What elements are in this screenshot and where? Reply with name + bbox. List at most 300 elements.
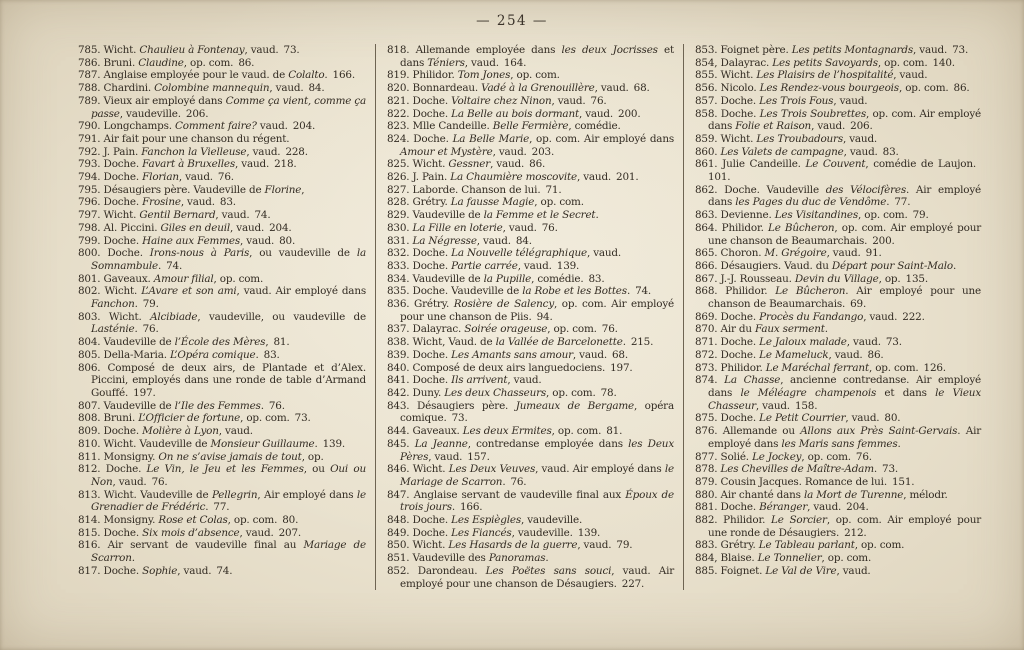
work-title: Les petits Savoyards [772,56,878,69]
entry-text: . Air employé dans [708,425,982,450]
work-title: Les Troubadours [756,132,843,145]
entry-text: , [301,183,305,196]
work-title: les Maris sans femmes [781,437,898,450]
work-title: La Belle Marie [452,132,530,145]
work-title: Soirée orageuse [464,323,548,336]
work-title: La fausse Magie [450,196,535,209]
entry-text: 854, Dalayrac. [695,56,773,69]
work-title: Gessner [448,158,491,171]
catalog-entry [695,336,981,349]
catalog-entry [387,489,674,514]
catalog-entry [387,285,674,298]
entry-text: , op. com. Air employé pour une chanson de Piis. 94. [400,298,674,323]
work-title: Lasténie [91,323,135,336]
work-title: Le Mameluck [759,348,829,361]
entry-text: , vaud. 204. [807,501,869,514]
entry-text: , vaud. [842,132,878,145]
work-title: Les Trois Fous [759,94,834,107]
catalog-entry [695,133,981,146]
entry-text: . 166. [451,501,483,514]
catalog-entry [695,514,981,539]
catalog-entry [387,514,674,527]
work-title: Gentil Bernard [139,209,216,222]
entry-text: 838. Wicht, Vaud. de [387,336,496,349]
entry-text: , op. com. 76. [801,450,872,463]
work-title: Tom Jones [457,69,511,82]
work-title: Téniers [427,56,465,69]
entry-text: , vaud. 76. [551,94,607,107]
entry-text: , vaud. Air employé dans [236,285,366,298]
entry-text: . 74. [157,259,183,272]
entry-text: , vaud. 157. [428,450,490,463]
catalog-entry [78,336,366,349]
catalog-entry [78,235,366,248]
catalog-entry [387,69,674,82]
catalog-entry [695,565,981,578]
work-title: Alcibiade [150,310,198,323]
entry-text: . 215. [622,336,654,349]
entry-text: , ancienne contredanse. Air employé dans [708,374,981,399]
catalog-entry [695,425,981,450]
entry-text: 861. Julie Candeille. [695,158,806,171]
entry-text: , op. com. 86. [898,82,970,95]
catalog-entry [387,260,674,273]
entry-text: 816. Air servant de vaudeville final au [78,539,304,552]
catalog-entry [78,285,366,310]
catalog-entry [695,158,981,183]
entry-text: , vaud. 86. [828,348,884,361]
catalog-entry [387,552,674,565]
entry-text: 882. Philidor. [695,514,772,527]
entry-text: , vaud. 84. [476,234,532,247]
entry-text: . 79. [134,298,159,311]
entry-text: , vaud. 73. [244,44,300,56]
work-title: La Nouvelle télégraphique [451,247,587,260]
entry-text: 810. Wicht. Vaudeville de [78,437,211,450]
catalog-entry [78,209,366,222]
work-title: On ne s’avise jamais de tout [158,450,302,463]
entry-text: , vaud. 207. [239,526,302,539]
entry-text: , vaud. 203. [492,145,555,158]
catalog-entry [78,247,366,272]
work-title: Le Vin, le Jeu et les Femmes [146,463,304,476]
entry-text: 864. Philidor. [695,221,768,234]
work-title: Faux serment [755,323,825,336]
entry-text: , vaud. 228. [246,145,308,158]
entry-text: 812. Doche. [78,463,147,476]
catalog-entry [78,311,366,336]
work-title: Folie et Raison [735,120,812,133]
work-title: La Chaumière moscovite [450,171,577,184]
work-title: Procès du Fandango [759,310,864,323]
catalog-entry [78,120,366,133]
catalog-entry [387,95,674,108]
work-title: Devin du Village [794,272,879,285]
entry-text: . [545,552,549,565]
work-title: Molière à Lyon [142,425,219,438]
entry-text: , vaud. Air employé pour une chanson de Désaugiers. 227. [400,564,674,590]
entry-text: 792. J. Pain. [78,145,142,158]
catalog-entry [695,273,981,286]
entry-text: . 76. [134,323,159,336]
entry-text: 803. Wicht. [78,310,151,323]
entry-text: , vaud. 76. [178,171,234,184]
work-title: Allons aux Près Saint-Gervais [800,425,958,438]
catalog-entry [387,336,674,349]
entry-text: 868. Philidor. [695,285,776,298]
entry-text: 874. [695,374,725,387]
entry-text: 839. Doche. [387,348,452,361]
work-title: Six mois d’absence [142,526,240,539]
entry-text: , vaud. 204. [230,221,292,234]
catalog-entry [78,400,366,413]
entry-text: , vaud. 73. [913,44,969,56]
entry-text: 790. Longchamps. [78,120,176,133]
entry-text: , op. [301,450,324,463]
catalog-entry [387,108,674,121]
entry-text: , vaud. 74. [215,209,271,222]
work-title: la Femme et le Secret [483,209,596,222]
entry-text: 870. Air du [695,323,756,336]
entry-text: , vaud. 164. [464,56,527,69]
entry-text: . 166. [324,69,355,82]
catalog-entry [695,501,981,514]
catalog-entry [695,108,981,133]
catalog-entry [78,489,366,514]
work-title: la Somnambule [91,247,366,272]
work-title: Le Tonnelier [757,552,822,565]
catalog-entry [387,82,674,95]
entry-text: 847. Anglaise servant de vaudeville final aux [387,488,626,501]
work-title: la Vallée de Barcelonette [495,336,623,349]
entry-text: 785. Wicht. [78,44,140,56]
work-title: des Vélocifères [825,183,906,196]
entry-text: . 77. [205,501,230,514]
work-title: Le Petit Courrier [759,412,846,425]
entry-text: , vaud. 80. [240,234,296,247]
entry-text: , ou [303,463,331,476]
work-title: Les Hasards de la guerre [448,539,578,552]
entry-text: 852. Darondeau. [387,564,486,577]
catalog-columns [78,44,990,590]
entry-text: , contredanse employée dans [467,437,629,450]
work-title: Béranger [759,501,808,514]
work-title: le Mariage de Scarron [400,463,674,488]
catalog-entry [695,476,981,489]
entry-text: , op. com. 73. [240,412,311,425]
work-title: Les Trois Soubrettes [759,107,866,120]
entry-text: 795. Désaugiers père. Vaudeville de [78,183,265,196]
entry-text: . [824,323,828,336]
catalog-entry [387,387,674,400]
entry-text: 835. Doche. Vaudeville de [387,285,523,298]
catalog-entry [695,489,981,502]
entry-text: , vaud. 206. [811,120,873,133]
catalog-entry [78,222,366,235]
entry-text: , op. com. [821,552,872,565]
work-title: Le Bûcheron [775,285,846,298]
work-title: La Belle au bois dormant [451,107,579,120]
work-title: Haine aux Femmes [142,234,241,247]
entry-text: 800. Doche. [78,247,150,260]
catalog-entry [387,298,674,323]
catalog-entry [695,349,981,362]
catalog-entry [387,374,674,387]
entry-text: , vaud. 222. [863,310,925,323]
work-title: Les Poëtes sans souci [485,564,612,577]
work-title: Les deux Ermites [462,425,552,438]
entry-text: 821. Doche. [387,94,452,107]
entry-text: , vaud. 201. [576,171,639,184]
work-title: Frosine [142,196,181,209]
entry-text: 878. [695,463,721,476]
catalog-entry [78,95,366,120]
entry-text: 819. Philidor. [387,69,458,82]
catalog-entry [387,120,674,133]
catalog-entry [78,412,366,425]
catalog-entry [78,425,366,438]
column-2 [375,44,683,590]
work-title: l’École des Mères [174,336,266,349]
entry-text: 805. Della-Maria. [78,348,170,361]
entry-text: . 76. [260,399,285,412]
catalog-entry [78,438,366,451]
entry-text: 877. Solié. [695,450,753,463]
catalog-entry [387,171,674,184]
entry-text: , vaud. 200. [578,107,641,120]
entry-text: 793. Doche. [78,158,143,171]
catalog-entry [78,146,366,159]
entry-text: 843. Désaugiers père. [387,399,516,412]
work-title: Giles en deuil [160,221,231,234]
entry-text: 856. Nicolo. [695,82,760,95]
entry-text: , op. com. [510,69,560,82]
entry-text: 851. Vaudeville des [387,552,489,565]
entry-text: . [131,552,135,565]
entry-text: 824. Doche. [387,132,453,145]
entry-text: 841. Doche. [387,374,452,387]
work-title: Le Sorcier [771,514,827,527]
entry-text: 786. Bruni. [78,56,139,69]
entry-text: 828. Grétry. [387,196,451,209]
entry-text: , vaud. [507,374,542,387]
catalog-entry [387,133,674,158]
entry-text: , op. com. Air employé pour une chanson de Beaumarchais. 200. [708,221,982,247]
entry-text: , vaud. 83. [180,196,236,209]
entry-text: 804. Vaudeville de [78,336,175,349]
entry-text: , vaud. 86. [490,158,546,171]
entry-text: , comédie. 83. [531,272,605,285]
catalog-entry [78,184,366,197]
catalog-entry [78,44,366,57]
catalog-entry [78,196,366,209]
work-title: l’Ile des Femmes [174,399,261,412]
entry-text: , op. com. 140. [877,56,955,69]
catalog-entry [387,196,674,209]
catalog-entry [387,362,674,375]
catalog-entry [695,412,981,425]
entry-text: 813. Wicht. Vaudeville de [78,488,212,501]
catalog-entry [78,158,366,171]
work-title: la Pupille [483,272,532,285]
work-title: Le Maréchal ferrant [765,361,869,374]
catalog-entry [695,95,981,108]
entry-text: , vaud. 80. [845,412,901,425]
entry-text: 860. [695,145,721,158]
entry-text: vaud. 204. [256,120,316,133]
work-title: La Fille en loterie [412,221,503,234]
column-1 [78,44,375,590]
entry-text: 875. Doche. [695,412,760,425]
work-title: Le Couvent [805,158,866,171]
work-title: Voltaire chez Ninon [451,94,552,107]
catalog-entry [695,552,981,565]
catalog-entry [695,374,981,412]
work-title: Comme ça vient, comme ça passe [91,94,366,120]
catalog-entry [695,247,981,260]
entry-text: . 76. [502,475,527,488]
entry-text: , 81. [265,336,290,349]
entry-text: 832. Doche. [387,247,452,260]
work-title: Le Jaloux malade [759,336,847,349]
work-title: Amour et Mystère [400,145,493,158]
entry-text: , comédie de Laujon. 101. [708,158,981,184]
entry-text: , op. com. [854,539,905,552]
catalog-entry [78,463,366,488]
entry-text: , vaudeville. 206. [119,107,209,120]
entry-text: 815. Doche. [78,526,143,539]
work-title: L’Avare et son ami [141,285,237,298]
work-title: Chaulieu à Fontenay [139,44,245,56]
catalog-entry [695,323,981,336]
catalog-entry [695,463,981,476]
catalog-entry [695,69,981,82]
work-title: Les Deux Veuves [448,463,536,476]
work-title: L’Officier de fortune [138,412,241,425]
entry-text: , Air employé dans [257,488,357,501]
entry-text: , op. com. [213,272,264,285]
work-title: La Jeanne [414,437,468,450]
entry-text: 845. [387,437,415,450]
page-number: — 254 — [476,13,548,29]
catalog-entry [695,146,981,159]
entry-text: , op. com. 79. [858,209,929,222]
entry-text: 853. Foignet père. [695,44,792,56]
entry-text: 862. Doche. Vaudeville [695,183,826,196]
entry-text: , ou vaudeville de [249,247,357,260]
entry-text: , op. com. 81. [551,425,623,438]
entry-text: 863. Devienne. [695,209,775,222]
catalog-entry [695,362,981,375]
catalog-entry [78,514,366,527]
catalog-entry [387,222,674,235]
entry-text: 855. Wicht. [695,69,757,82]
catalog-entry [695,184,981,209]
entry-text: 831. [387,234,413,247]
column-3 [683,44,990,590]
work-title: la Mort de Turenne [803,488,904,501]
entry-text: 827. Laborde. Chanson de lui. 71. [387,183,562,196]
entry-text: , vaud. 74. [177,564,233,577]
catalog-entry [695,82,981,95]
work-title: Les petits Montagnards [791,44,914,56]
entry-text: , vaudeville. [520,514,583,527]
entry-text: 840. Composé de deux airs languedociens. 197. [387,361,633,374]
entry-text: 859. Wicht. [695,132,757,145]
entry-text: , op. com. 126. [868,361,946,374]
entry-text: , comédie. [568,120,621,133]
entry-text: 823. Mlle Candeille. [387,120,493,133]
entry-text: 807. Vaudeville de [78,399,175,412]
work-title: Irons-nous à Paris [149,247,250,260]
entry-text: 808. Bruni. [78,412,139,425]
entry-text: 844. Gaveaux. [387,425,463,438]
entry-text: 830. [387,221,413,234]
entry-text: , op. com. Air employé dans [708,107,981,133]
catalog-entry [387,527,674,540]
work-title: La Négresse [412,234,477,247]
entry-text: 865. Choron. [695,247,765,260]
work-title: Le Tableau parlant [758,539,855,552]
entry-text: , vaudeville, ou vaudeville de [197,310,366,323]
entry-text: , vaud. 218. [235,158,297,171]
work-title: Départ pour Saint-Malo [831,259,953,272]
catalog-entry [387,438,674,463]
catalog-entry [387,44,674,69]
work-title: Partie carrée [451,259,518,272]
entry-text: 818. Allemande employée dans [387,44,562,56]
entry-text: . 139. [314,437,346,450]
work-title: La Chasse [724,374,781,387]
catalog-entry [78,527,366,540]
entry-text: 794. Doche. [78,171,143,184]
entry-text: 866. Désaugiers. Vaud. du [695,259,832,272]
work-title: Rosière de Salency [453,298,555,311]
work-title: Les deux Chasseurs [444,386,547,399]
entry-text: , op. com. 80. [227,514,299,527]
catalog-entry [387,247,674,260]
entry-text: , op. com. Air employé dans [529,132,674,145]
entry-text: 873. Philidor. [695,361,766,374]
entry-text: 869. Doche. [695,310,760,323]
entry-text: 876. Allemande ou [695,425,801,438]
work-title: Vadé à la Grenouillère [481,82,595,95]
entry-text: . 74. [626,285,652,298]
entry-text: 885. Foignet. [695,564,766,577]
catalog-entry [695,539,981,552]
work-title: le Vieux Chasseur [708,386,981,412]
catalog-entry [78,133,366,146]
entry-text: . [897,437,901,450]
entry-text: , vaud. 84. [269,82,325,95]
catalog-entry [387,539,674,552]
entry-text: 806. Composé de deux airs, de Plantade et d’Alex. Piccini, employés dans une ronde de table d’Armand Gouffé. 197. [78,361,366,399]
catalog-entry [387,565,674,590]
entry-text: , vaud. 68. [594,82,650,95]
catalog-entry [387,273,674,286]
entry-text: . 77. [886,196,911,209]
entry-text: . 83. [255,348,280,361]
entry-text: 788. Chardini. [78,82,155,95]
entry-text: et dans [400,44,674,69]
work-title: Sophie [142,564,178,577]
entry-text: 881. Doche. [695,501,760,514]
work-title: Le Val de Vire [765,564,837,577]
catalog-entry [387,349,674,362]
entry-text: , vaud. 76. [112,475,168,488]
entry-text: , vaud. 83. [843,145,899,158]
work-title: Jumeaux de Bergame [515,399,634,412]
